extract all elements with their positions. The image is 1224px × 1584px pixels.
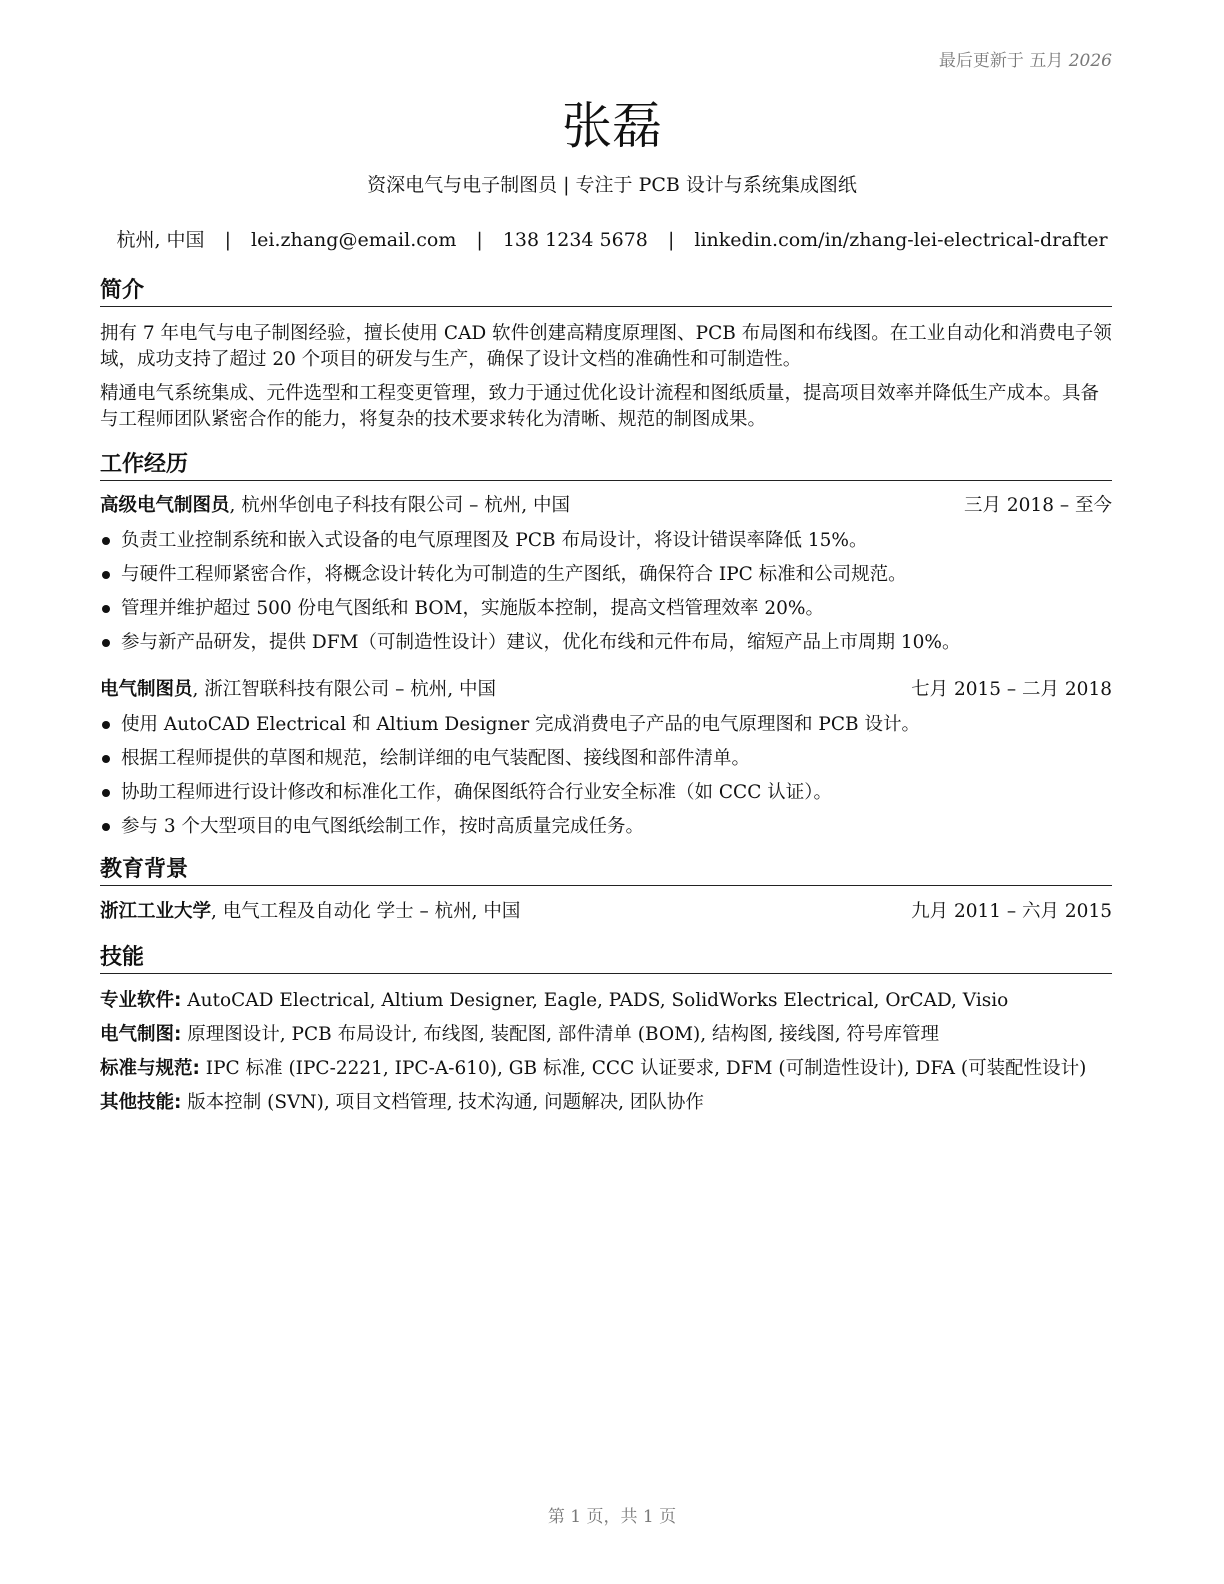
last-updated <box>939 46 1112 71</box>
section-title-skills: 技能 <box>100 945 1112 974</box>
education-detail: , 电气工程及自动化 学士 – 杭州, 中国 <box>211 901 521 922</box>
job-role: 高级电气制图员 <box>100 495 230 516</box>
job-company: , 杭州华创电子科技有限公司 – 杭州, 中国 <box>229 495 571 516</box>
skill-row <box>100 1018 1112 1052</box>
experience-section <box>100 452 1112 844</box>
list-item: 管理并维护超过 500 份电气图纸和 BOM，实施版本控制，提高文档管理效率 20%。 <box>100 592 1112 626</box>
job-dates: 七月 2015 – 二月 2018 <box>911 679 1112 700</box>
skill-items: 原理图设计, PCB 布局设计, 布线图, 装配图, 部件清单 (BOM), 结构图, 接线图, 符号库管理 <box>181 1024 940 1045</box>
section-title-experience: 工作经历 <box>100 452 1112 481</box>
skill-items: IPC 标准 (IPC-2221, IPC-A-610), GB 标准, CCC 认证要求, DFM (可制造性设计), DFA (可装配性设计) <box>199 1058 1087 1079</box>
contact-location: 杭州, 中国 <box>116 229 205 251</box>
summary-paragraph: 精通电气系统集成、元件选型和工程变更管理，致力于通过优化设计流程和图纸质量，提高项目效率并降低生产成本。具备与工程师团队紧密合作的能力，将复杂的技术要求转化为清晰、规范的制图成果。 <box>100 383 1100 430</box>
skill-category: 其他技能: <box>100 1092 182 1113</box>
job-header <box>100 678 1112 702</box>
skill-row <box>100 984 1112 1018</box>
list-item: 参与 3 个大型项目的电气图纸绘制工作，按时高质量完成任务。 <box>100 810 1112 844</box>
list-item: 使用 AutoCAD Electrical 和 Altium Designer 完成消费电子产品的电气原理图和 PCB 设计。 <box>100 708 1112 742</box>
list-item: 负责工业控制系统和嵌入式设备的电气原理图及 PCB 布局设计，将设计错误率降低 15%。 <box>100 524 1112 558</box>
contact-separator: | <box>476 229 483 251</box>
education-line <box>100 900 520 924</box>
summary-paragraph: 拥有 7 年电气与电子制图经验，擅长使用 CAD 软件创建高精度原理图、PCB 布局图和布线图。在工业自动化和消费电子领域，成功支持了超过 20 个项目的研发与生产，确保了设计文档的准确性和可制造性。 <box>100 323 1112 370</box>
section-title-education: 教育背景 <box>100 857 1112 886</box>
skill-category: 专业软件: <box>100 990 182 1011</box>
skill-row <box>100 1052 1112 1086</box>
contact-linkedin-link[interactable]: linkedin.com/in/zhang-lei-electrical-drafter <box>694 229 1108 251</box>
education-entry <box>100 900 1112 924</box>
skill-items: 版本控制 (SVN), 项目文档管理, 技术沟通, 问题解决, 团队协作 <box>181 1092 704 1113</box>
contact-line <box>0 225 1224 252</box>
last-updated-year: 2026 <box>1068 51 1112 71</box>
contact-phone: 138 1234 5678 <box>502 229 648 251</box>
section-title-summary: 简介 <box>100 278 1112 307</box>
job-company: , 浙江智联科技有限公司 – 杭州, 中国 <box>192 679 497 700</box>
job-bullets <box>100 708 1112 844</box>
list-item: 根据工程师提供的草图和规范，绘制详细的电气装配图、接线图和部件清单。 <box>100 742 1112 776</box>
job-entry <box>100 494 1112 660</box>
list-item: 与硬件工程师紧密合作，将概念设计转化为可制造的生产图纸，确保符合 IPC 标准和公司规范。 <box>100 558 1112 592</box>
page-footer: 第 1 页，共 1 页 <box>547 1507 677 1527</box>
job-title-line <box>100 494 570 518</box>
skill-row <box>100 1086 1112 1120</box>
contact-separator: | <box>224 229 231 251</box>
job-dates: 三月 2018 – 至今 <box>964 495 1112 516</box>
contact-email-link[interactable]: lei.zhang@email.com <box>251 229 457 251</box>
education-school: 浙江工业大学 <box>100 901 212 922</box>
job-title-line <box>100 678 496 702</box>
candidate-name: 张磊 <box>562 97 662 155</box>
job-entry <box>100 678 1112 844</box>
skill-items: AutoCAD Electrical, Altium Designer, Eagle, PADS, SolidWorks Electrical, OrCAD, Visio <box>181 990 1009 1011</box>
last-updated-label: 最后更新于 五月 <box>938 51 1064 71</box>
job-role: 电气制图员 <box>100 679 193 700</box>
skill-category: 标准与规范: <box>100 1058 200 1079</box>
skills-list <box>100 984 1112 1120</box>
education-section <box>100 857 1112 924</box>
list-item: 协助工程师进行设计修改和标准化工作，确保图纸符合行业安全标准（如 CCC 认证）。 <box>100 776 1112 810</box>
summary-section <box>100 278 1112 433</box>
tagline: 资深电气与电子制图员 | 专注于 PCB 设计与系统集成图纸 <box>367 174 857 196</box>
list-item: 参与新产品研发，提供 DFM（可制造性设计）建议，优化布线和元件布局，缩短产品上市周期 10%。 <box>100 626 1112 660</box>
skill-category: 电气制图: <box>100 1024 182 1045</box>
skills-section <box>100 945 1112 1120</box>
job-bullets <box>100 524 1112 660</box>
education-dates: 九月 2011 – 六月 2015 <box>911 901 1112 922</box>
contact-separator: | <box>667 229 675 251</box>
job-header <box>100 494 1112 518</box>
